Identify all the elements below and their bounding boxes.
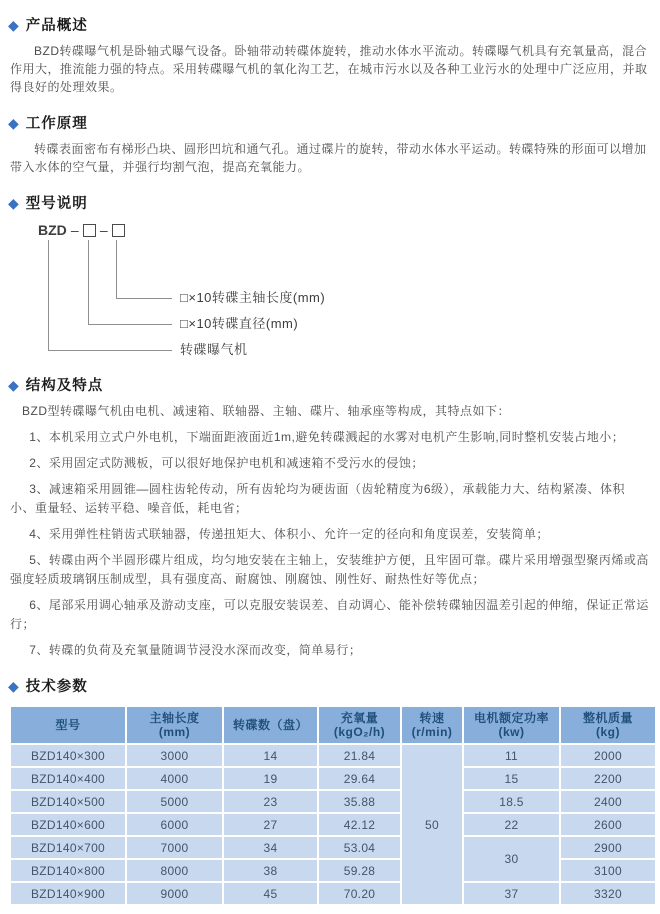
header-unit: (mm) [158, 725, 191, 739]
cell-oxygen: 21.84 [318, 744, 401, 767]
section-title: 工作原理 [25, 116, 88, 132]
model-code-diagram [38, 222, 652, 362]
cell-model: BZD140×500 [10, 790, 126, 813]
table-row [10, 813, 656, 836]
connector-line [48, 240, 49, 350]
header-unit: (kg) [596, 725, 620, 739]
cell-model: BZD140×300 [10, 744, 126, 767]
connector-line [116, 240, 117, 298]
section-title: 产品概述 [25, 18, 88, 34]
cell-length: 8000 [126, 859, 223, 882]
feature-item-1: 1、本机采用立式户外电机，下端面距液面近1m,避免转碟溅起的水雾对电机产生影响,同时整机安装占地小； [29, 430, 625, 444]
cell-weight: 2600 [560, 813, 656, 836]
col-header-power [463, 706, 560, 744]
feature-item-4: 4、采用弹性柱销齿式联轴器，传递扭矩大、体积小、允许一定的径向和角度误差，安装简单； [29, 527, 549, 541]
cell-power: 18.5 [463, 790, 560, 813]
cell-length: 6000 [126, 813, 223, 836]
connector-line [88, 324, 172, 325]
cell-power: 22 [463, 813, 560, 836]
cell-oxygen: 29.64 [318, 767, 401, 790]
model-code-box-diameter [83, 224, 96, 237]
connector-line [116, 298, 172, 299]
section-heading-features [8, 366, 652, 400]
section-heading-overview [8, 6, 652, 40]
table-row [10, 882, 656, 905]
feature-item-3: 3、减速箱采用圆锥—圆柱齿轮传动，所有齿轮均为硬齿面（齿轮精度为6级），承载能力大、结构紧凑、体积小、重量轻、运转平稳、噪音低，耗电省； [10, 482, 626, 515]
diamond-icon: ◆ [8, 677, 19, 694]
col-header-speed [401, 706, 463, 744]
specs-table [9, 705, 657, 906]
col-header-weight [560, 706, 656, 744]
cell-discs: 23 [223, 790, 318, 813]
cell-oxygen: 53.04 [318, 836, 401, 859]
diamond-icon: ◆ [8, 16, 19, 33]
cell-oxygen: 35.88 [318, 790, 401, 813]
header-label: 转速 [419, 711, 445, 725]
model-code-prefix: BZD [38, 222, 67, 238]
cell-weight: 2900 [560, 836, 656, 859]
cell-power: 37 [463, 882, 560, 905]
cell-weight: 2400 [560, 790, 656, 813]
features-intro: BZD型转碟曝气机由电机、减速箱、联轴器、主轴、碟片、轴承座等构成，其特点如下： [22, 404, 511, 418]
cell-length: 3000 [126, 744, 223, 767]
model-label-diameter: □×10转碟直径(mm) [180, 316, 299, 331]
feature-item-6: 6、尾部采用调心轴承及游动支座，可以克服安装误差、自动调心、能补偿转碟轴因温差引起的伸缩，保证正常运行； [10, 598, 649, 631]
cell-discs: 19 [223, 767, 318, 790]
cell-oxygen: 59.28 [318, 859, 401, 882]
col-header-oxygen [318, 706, 401, 744]
section-title: 结构及特点 [25, 378, 104, 394]
model-code-box-shaft [112, 224, 125, 237]
col-header-discs [223, 706, 318, 744]
table-header-row [10, 706, 656, 744]
diamond-icon: ◆ [8, 194, 19, 211]
table-row [10, 790, 656, 813]
section-title: 技术参数 [25, 679, 88, 695]
cell-power: 11 [463, 744, 560, 767]
cell-discs: 27 [223, 813, 318, 836]
principle-paragraph: 转碟表面密布有梯形凸块、圆形凹坑和通气孔。通过碟片的旋转，带动水体水平运动。转碟特殊的形面可以增加带入水体的空气量，并强行均割气泡，提高充氧能力。 [10, 142, 647, 174]
model-code-row [38, 222, 125, 238]
col-header-model [10, 706, 126, 744]
diamond-icon: ◆ [8, 114, 19, 131]
table-row [10, 744, 656, 767]
table-row [10, 859, 656, 882]
section-heading-principle [8, 104, 652, 138]
header-unit: (kw) [498, 725, 525, 739]
cell-length: 5000 [126, 790, 223, 813]
cell-model: BZD140×600 [10, 813, 126, 836]
section-heading-model [8, 184, 652, 218]
diamond-icon: ◆ [8, 376, 19, 393]
cell-oxygen: 42.12 [318, 813, 401, 836]
section-heading-specs [8, 667, 652, 701]
cell-length: 7000 [126, 836, 223, 859]
cell-speed-merged: 50 [401, 744, 463, 905]
header-label: 主轴长度 [149, 711, 200, 725]
connector-line [48, 350, 172, 351]
header-unit: (r/min) [411, 725, 453, 739]
cell-weight: 2200 [560, 767, 656, 790]
connector-line [88, 240, 89, 324]
header-unit: (kgO₂/h) [333, 725, 386, 739]
table-row [10, 836, 656, 859]
feature-item-7: 7、转碟的负荷及充氧量随调节浸没水深而改变，简单易行； [29, 643, 362, 657]
cell-model: BZD140×700 [10, 836, 126, 859]
model-code-dash: – [99, 222, 108, 238]
cell-discs: 14 [223, 744, 318, 767]
model-label-name: 转碟曝气机 [180, 342, 248, 357]
cell-discs: 38 [223, 859, 318, 882]
section-title: 型号说明 [25, 196, 88, 212]
cell-discs: 34 [223, 836, 318, 859]
model-label-shaft-length: □×10转碟主轴长度(mm) [180, 290, 326, 305]
cell-power-merged: 30 [463, 836, 560, 882]
model-code-dash: – [70, 222, 79, 238]
cell-weight: 3320 [560, 882, 656, 905]
overview-paragraph: BZD转碟曝气机是卧轴式曝气设备。卧轴带动转碟体旋转，推动水体水平流动。转碟曝气机具有充氧量高，混合作用大，推流能力强的特点。采用转碟曝气机的氧化沟工艺，在城市污水以及各种工业污水的处理中广泛应用，并取得良好的处理效果。 [10, 44, 648, 94]
cell-length: 9000 [126, 882, 223, 905]
table-row [10, 767, 656, 790]
cell-model: BZD140×900 [10, 882, 126, 905]
cell-power: 15 [463, 767, 560, 790]
cell-oxygen: 70.20 [318, 882, 401, 905]
header-label: 转碟数（盘） [232, 718, 308, 732]
cell-length: 4000 [126, 767, 223, 790]
feature-item-5: 5、转碟由两个半圆形碟片组成，均匀地安装在主轴上，安装维护方便，且牢固可靠。碟片采用增强型聚丙烯或高强度轻质玻璃钢压制成型，具有强度高、耐腐蚀、刚腐蚀、刚性好、耐热性好等优点； [10, 553, 649, 586]
cell-weight: 3100 [560, 859, 656, 882]
col-header-length [126, 706, 223, 744]
cell-weight: 2000 [560, 744, 656, 767]
header-label: 整机质量 [582, 711, 633, 725]
header-label: 电机额定功率 [473, 711, 549, 725]
header-label: 型号 [55, 718, 81, 732]
cell-model: BZD140×800 [10, 859, 126, 882]
header-label: 充氧量 [340, 711, 379, 725]
cell-model: BZD140×400 [10, 767, 126, 790]
cell-discs: 45 [223, 882, 318, 905]
feature-item-2: 2、采用固定式防溅板，可以很好地保护电机和减速箱不受污水的侵蚀； [29, 456, 424, 470]
